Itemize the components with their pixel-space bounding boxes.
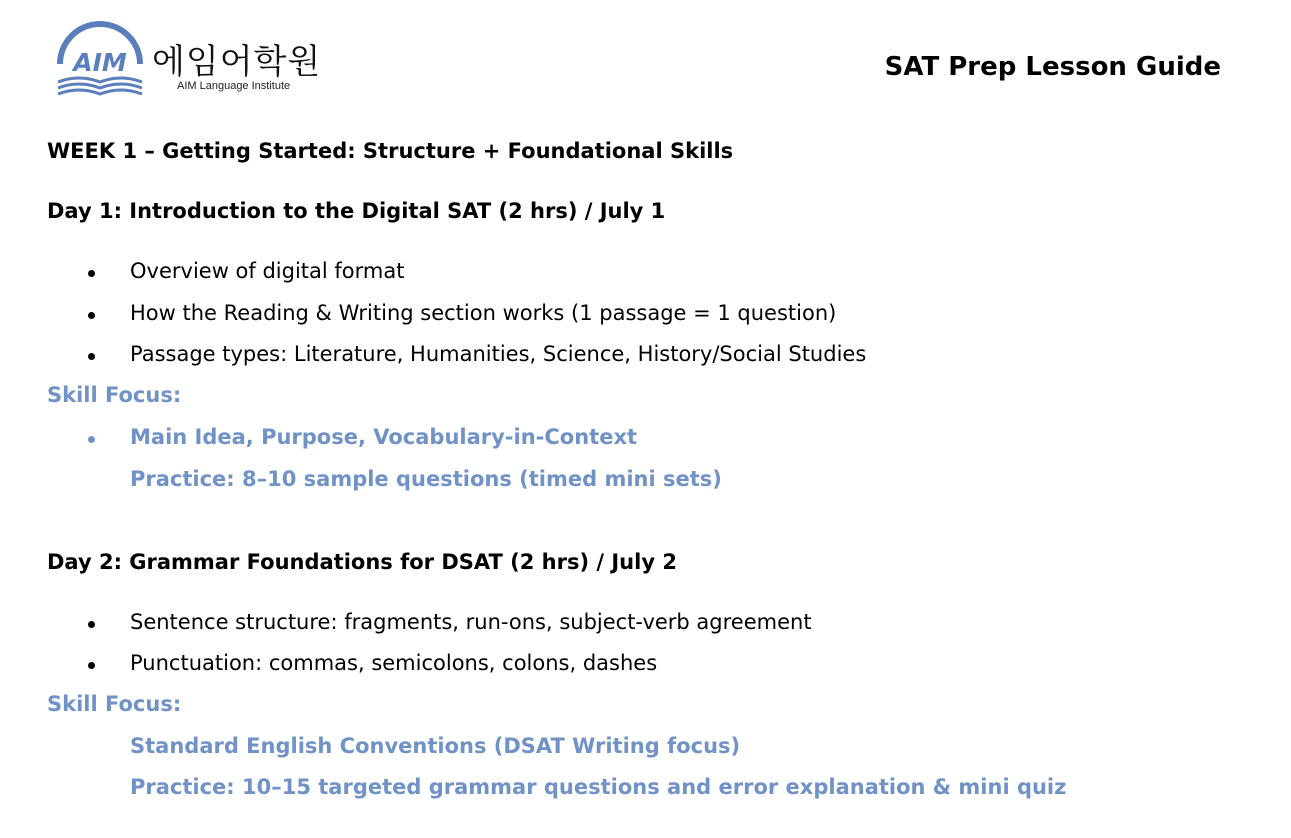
bullet-marker xyxy=(88,621,95,628)
institute-logo xyxy=(54,20,344,100)
day1-bullet-1: Overview of digital format xyxy=(130,259,405,283)
day1-bullet-2: How the Reading & Writing section works (1 passage = 1 question) xyxy=(130,301,837,325)
day2-heading: Day 2: Grammar Foundations for DSAT (2 hrs) / July 2 xyxy=(47,550,677,574)
day2-bullet-1: Sentence structure: fragments, run-ons, subject-verb agreement xyxy=(130,610,812,634)
bullet-marker xyxy=(88,353,95,360)
logo-korean-name: 에임어학원 xyxy=(152,42,322,82)
logo-mark-text: AIM xyxy=(73,48,127,77)
day1-skill-label: Skill Focus: xyxy=(47,383,182,407)
logo-subtitle: AIM Language Institute xyxy=(177,80,291,92)
day2-bullet-2: Punctuation: commas, semicolons, colons, dashes xyxy=(130,651,658,675)
week-heading: WEEK 1 – Getting Started: Structure + Foundational Skills xyxy=(47,139,734,163)
bullet-marker xyxy=(88,312,95,319)
bullet-marker xyxy=(88,436,95,443)
bullet-marker xyxy=(88,270,95,277)
day2-skill-2: Practice: 10–15 targeted grammar questions and error explanation & mini quiz xyxy=(130,775,1067,799)
day2-skill-label: Skill Focus: xyxy=(47,692,182,716)
bullet-marker xyxy=(88,662,95,669)
day1-skill-1: Main Idea, Purpose, Vocabulary-in-Context xyxy=(130,425,638,449)
day1-heading: Day 1: Introduction to the Digital SAT (2 hrs) / July 1 xyxy=(47,199,666,223)
document-title: SAT Prep Lesson Guide xyxy=(884,52,1221,82)
day1-bullet-3: Passage types: Literature, Humanities, Science, History/Social Studies xyxy=(130,342,867,366)
day1-skill-2: Practice: 8–10 sample questions (timed mini sets) xyxy=(130,467,722,491)
day2-skill-1: Standard English Conventions (DSAT Writing focus) xyxy=(130,734,741,758)
aim-book-logo-icon xyxy=(54,20,146,96)
